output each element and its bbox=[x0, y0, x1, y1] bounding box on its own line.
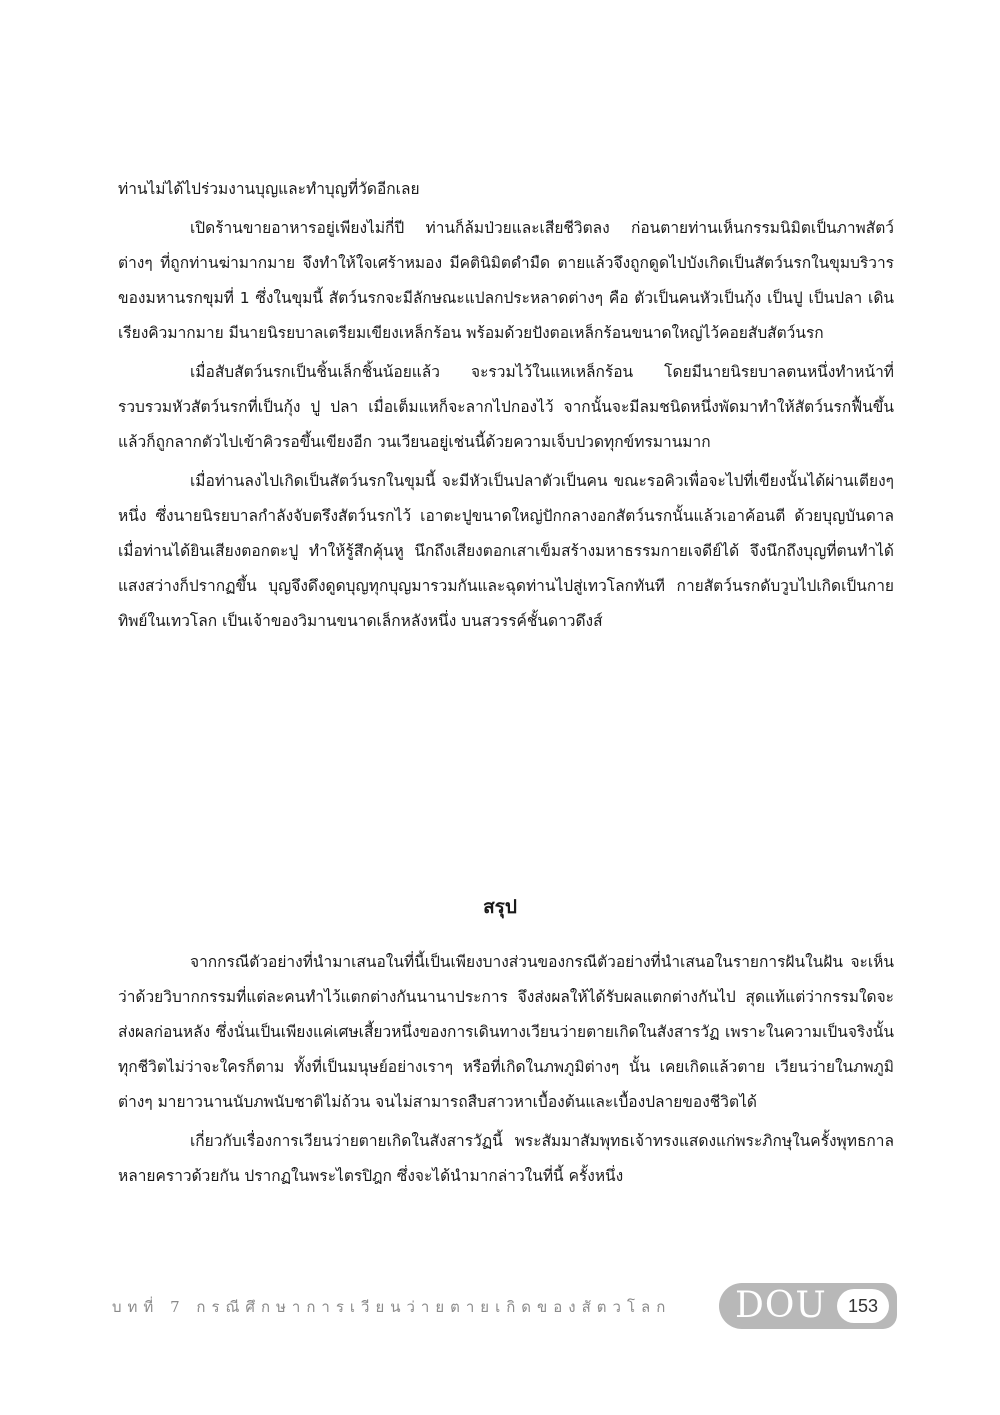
paragraph: เมื่อท่านลงไปเกิดเป็นสัตว์นรกในขุมนี้ จะมีหัวเป็นปลาตัวเป็นคน ขณะรอคิวเพื่อจะไปที่เขียงนั้นได้ผ่านเตียงๆ หนึ่ง ซึ่งนายนิรยบาลกำลังจับตรึงสัตว์นรกไว้ เอาตะปูขนาดใหญ่ปักกลางอกสัตว์นรกนั้นแล้วเอาค้อนตี ด้วยบุญบันดาล เมื่อท่านได้ยินเสียงตอกตะปู ทำให้รู้สึกคุ้นหู นึกถึงเสียงตอกเสาเข็มสร้างมหาธรรมกายเจดีย์ได้ จึงนึกถึงบุญที่ตนทำได้ แสงสว่างก็ปรากฏขึ้น บุญจึงดึงดูดบุญทุกบุญมารวมกันและฉุดท่านไปสู่เทวโลกทันที กายสัตว์นรกดับวูบไปเกิดเป็นกายทิพย์ในเทวโลก เป็นเจ้าของวิมานขนาดเล็กหลังหนึ่ง บนสวรรค์ชั้นดาวดึงส์ bbox=[118, 472, 894, 630]
paragraph: เกี่ยวกับเรื่องการเวียนว่ายตายเกิดในสังสารวัฏนี้ พระสัมมาสัมพุทธเจ้าทรงแสดงแก่พระภิกษุในครั้งพุทธกาลหลายคราวด้วยกัน ปรากฏในพระไตรปิฎก ซึ่งจะได้นำมากล่าวในที่นี้ ครั้งหนึ่ง bbox=[118, 1132, 894, 1185]
paragraph: จากกรณีตัวอย่างที่นำมาเสนอในที่นี้เป็นเพียงบางส่วนของกรณีตัวอย่างที่นำเสนอในรายการฝันในฝัน จะเห็นว่าด้วยวิบากกรรมที่แต่ละคนทำไว้แตกต่างกันนานาประการ จึงส่งผลให้ได้รับผลแตกต่างกันไป สุดแท้แต่ว่ากรรมใดจะส่งผลก่อนหลัง ซึ่งนั่นเป็นเพียงแค่เศษเสี้ยวหนึ่งของการเดินทางเวียนว่ายตายเกิดในสังสารวัฏ เพราะในความเป็นจริงนั้น ทุกชีวิตไม่ว่าจะใครก็ตาม ทั้งที่เป็นมนุษย์อย่างเราๆ หรือที่เกิดในภพภูมิต่างๆ นั้น เคยเกิดแล้วตาย เวียนว่ายในภพภูมิต่างๆ มายาวนานนับภพนับชาติไม่ถ้วน จนไม่สามารถสืบสาวหาเบื้องต้นและเบื้องปลายของชีวิตได้ bbox=[118, 953, 894, 1111]
paragraph-continuation: ท่านไม่ได้ไปร่วมงานบุญและทำบุญที่วัดอีกเลย bbox=[118, 180, 420, 198]
body-text-top bbox=[118, 172, 894, 639]
paragraph: เมื่อสับสัตว์นรกเป็นชิ้นเล็กชิ้นน้อยแล้ว จะรวมไว้ในแหเหล็กร้อน โดยมีนายนิรยบาลตนหนึ่งทำหน้าที่รวบรวมหัวสัตว์นรกที่เป็นกุ้ง ปู ปลา เมื่อเต็มแหก็จะลากไปกองไว้ จากนั้นจะมีลมชนิดหนึ่งพัดมาทำให้สัตว์นรกฟื้นขึ้น แล้วก็ถูกลากตัวไปเข้าคิวรอขึ้นเขียงอีก วนเวียนอยู่เช่นนี้ด้วยความเจ็บปวดทุกข์ทรมานมาก bbox=[118, 363, 894, 451]
paragraph: เปิดร้านขายอาหารอยู่เพียงไม่กี่ปี ท่านก็ล้มป่วยและเสียชีวิตลง ก่อนตายท่านเห็นกรรมนิมิตเป็นภาพสัตว์ต่างๆ ที่ถูกท่านฆ่ามากมาย จึงทำให้ใจเศร้าหมอง มีคตินิมิตดำมืด ตายแล้วจึงถูกดูดไปบังเกิดเป็นสัตว์นรกในขุมบริวารของมหานรกขุมที่ 1 ซึ่งในขุมนี้ สัตว์นรกจะมีลักษณะแปลกประหลาดต่างๆ คือ ตัวเป็นคนหัวเป็นกุ้ง เป็นปู เป็นปลา เดินเรียงคิวมากมาย มีนายนิรยบาลเตรียมเขียงเหล็กร้อน พร้อมด้วยปังตอเหล็กร้อนขนาดใหญ่ไว้คอยสับสัตว์นรก bbox=[118, 219, 894, 342]
page-footer bbox=[112, 1283, 897, 1331]
chapter-title: บทที่ 7 กรณีศึกษาการเวียนว่ายตายเกิดของสัตวโลก bbox=[112, 1298, 672, 1316]
dou-logo: DOU bbox=[735, 1285, 827, 1326]
section-heading: สรุป bbox=[483, 896, 517, 918]
body-text-bottom bbox=[118, 945, 894, 1194]
footer-badge bbox=[719, 1283, 897, 1329]
page-number: 153 bbox=[837, 1289, 889, 1323]
